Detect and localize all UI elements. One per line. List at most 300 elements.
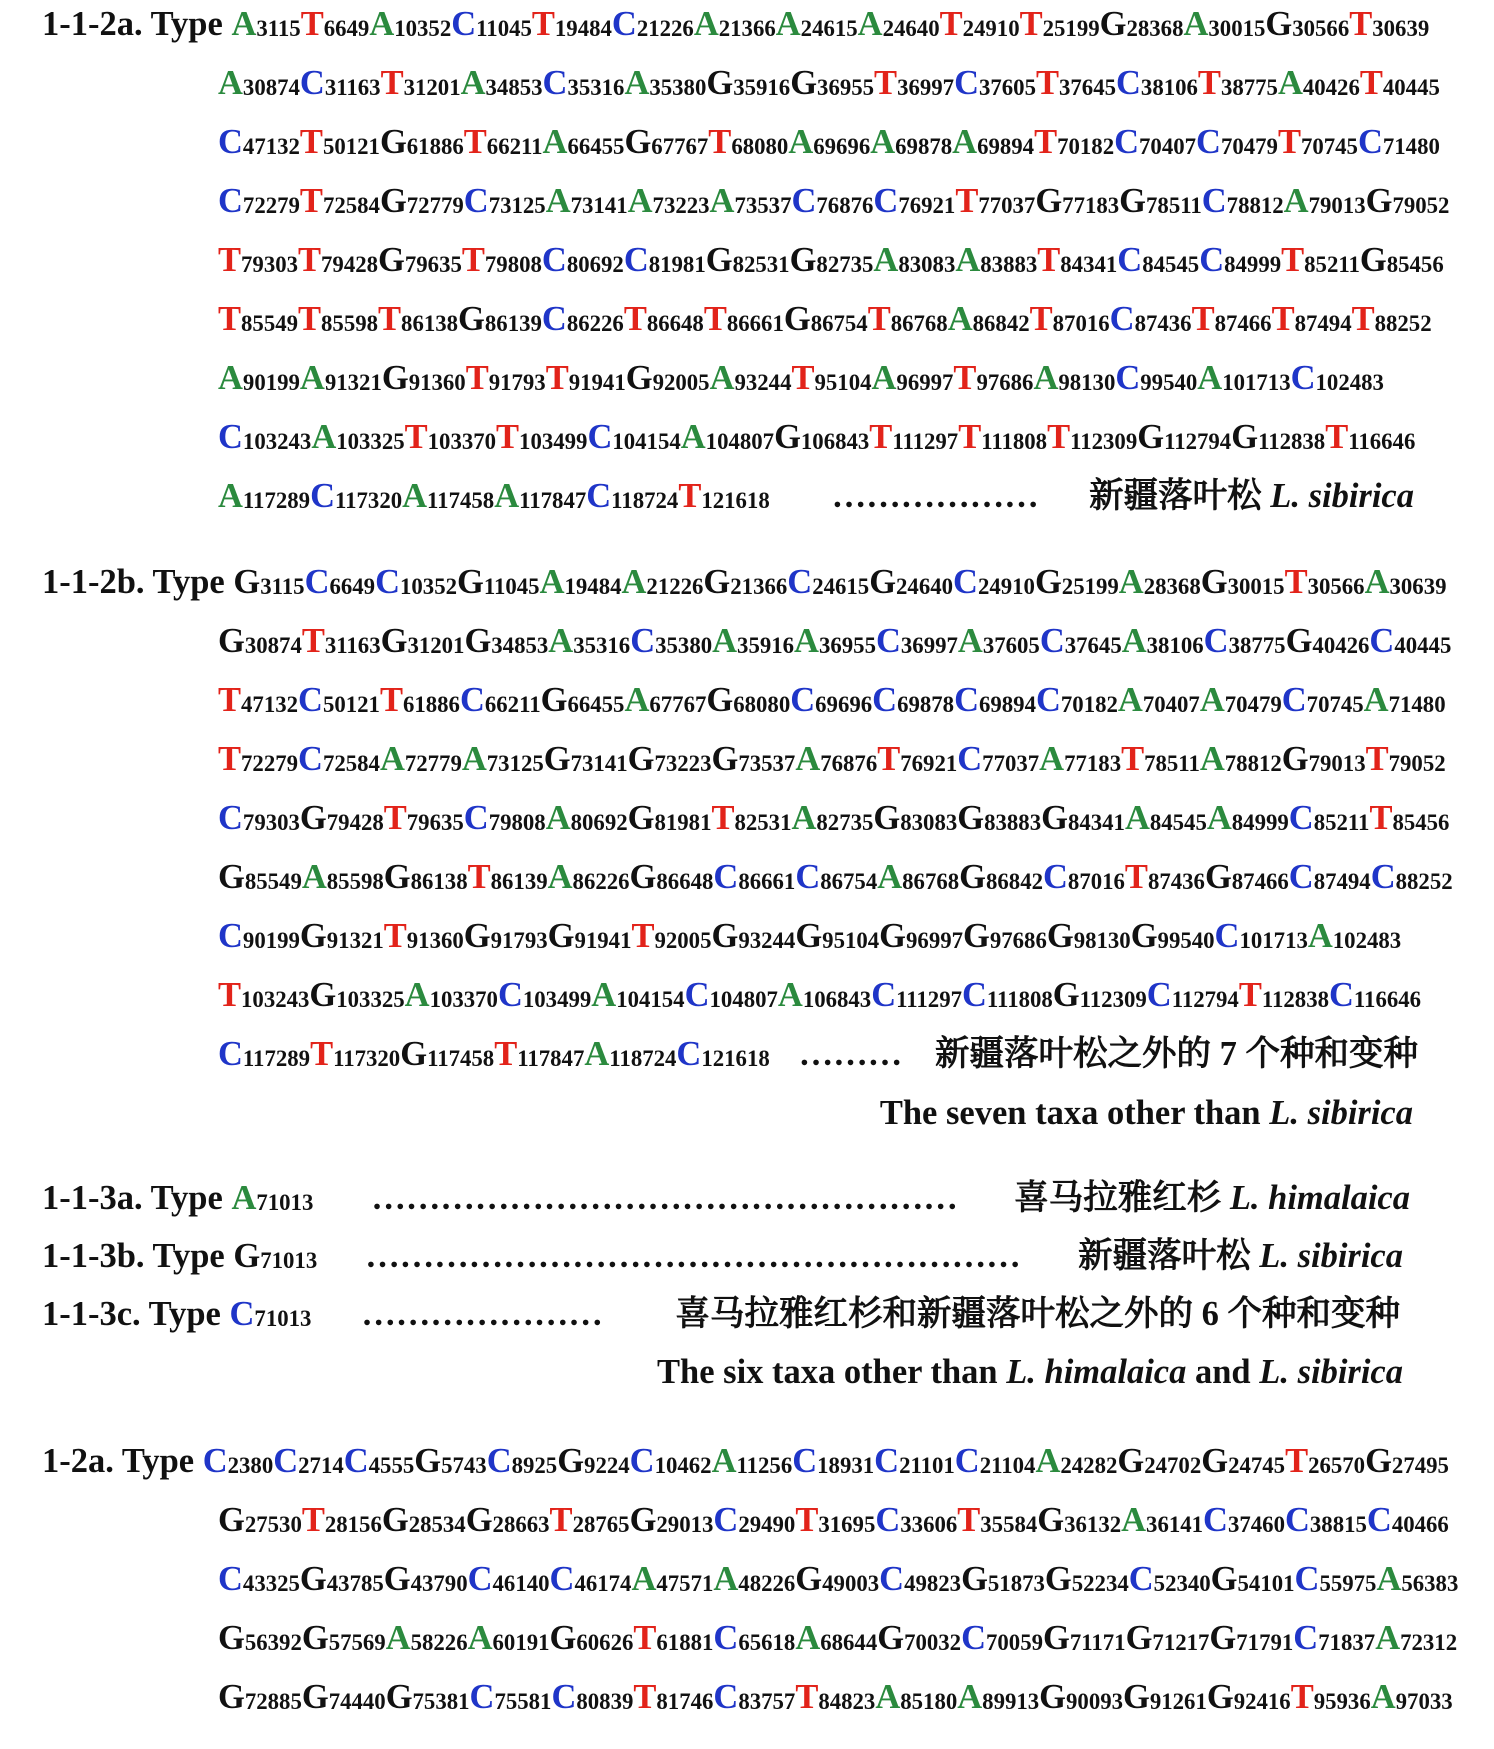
snp-C69894 bbox=[954, 681, 1036, 719]
snp-C87016 bbox=[1043, 858, 1125, 896]
snp-base: C bbox=[713, 1619, 739, 1657]
entry-line bbox=[0, 1227, 1494, 1285]
entry-1-1-2b bbox=[0, 553, 1494, 1143]
snp-C103499 bbox=[498, 976, 591, 1014]
snp-base: G bbox=[1099, 5, 1127, 43]
snp-base: C bbox=[218, 182, 243, 220]
snp-base: G bbox=[233, 563, 261, 601]
snp-position: 47571 bbox=[656, 1571, 714, 1596]
snp-A66455 bbox=[543, 123, 625, 161]
snp-position: 73141 bbox=[570, 193, 628, 218]
snp-G93244 bbox=[711, 917, 795, 955]
snp-position: 24745 bbox=[1228, 1453, 1286, 1478]
snp-base: C bbox=[463, 182, 489, 220]
snp-position: 71837 bbox=[1318, 1630, 1376, 1655]
snp-T86139 bbox=[468, 858, 548, 896]
snp-base: T bbox=[1121, 740, 1145, 778]
snp-position: 85549 bbox=[241, 311, 299, 336]
snp-base: C bbox=[1288, 858, 1314, 896]
snp-base: G bbox=[873, 799, 901, 837]
snp-list bbox=[218, 1619, 1457, 1657]
taxon-name bbox=[1014, 1169, 1410, 1227]
snp-base: C bbox=[713, 1678, 739, 1716]
snp-C33606 bbox=[875, 1501, 957, 1539]
snp-base: C bbox=[1329, 976, 1354, 1014]
snp-base: A bbox=[631, 1560, 657, 1598]
snp-position: 37645 bbox=[1059, 75, 1116, 100]
snp-position: 31163 bbox=[324, 75, 381, 100]
snp-base: T bbox=[1047, 418, 1071, 456]
snp-T30639 bbox=[1349, 5, 1429, 43]
snp-position: 77037 bbox=[978, 193, 1036, 218]
snp-base: G bbox=[624, 123, 652, 161]
snp-base: T bbox=[633, 1619, 657, 1657]
snp-base: C bbox=[1109, 300, 1135, 338]
snp-base: G bbox=[1130, 917, 1158, 955]
snp-position: 49823 bbox=[904, 1571, 962, 1596]
snp-base: T bbox=[1191, 300, 1215, 338]
snp-G28663 bbox=[466, 1501, 550, 1539]
snp-A90199 bbox=[218, 359, 300, 397]
snp-position: 33606 bbox=[900, 1512, 958, 1537]
dot-leader: ………………… bbox=[361, 1295, 603, 1333]
snp-C55975 bbox=[1295, 1560, 1377, 1598]
snp-G78511 bbox=[1119, 182, 1202, 220]
snp-position: 29490 bbox=[738, 1512, 796, 1537]
snp-base: C bbox=[1293, 1619, 1319, 1657]
snp-position: 66455 bbox=[567, 692, 625, 717]
snp-T87466 bbox=[1192, 300, 1272, 338]
snp-C76876 bbox=[791, 182, 873, 220]
taxon-latin-name: L. sibirica bbox=[1270, 477, 1414, 515]
snp-list bbox=[230, 1295, 312, 1333]
snp-base: C bbox=[1196, 123, 1221, 161]
snp-list bbox=[218, 182, 1449, 220]
snp-position: 35316 bbox=[573, 633, 631, 658]
snp-A79013 bbox=[1284, 182, 1366, 220]
snp-base: G bbox=[705, 241, 733, 279]
taxon-name bbox=[935, 1025, 1418, 1084]
snp-C29490 bbox=[713, 1501, 795, 1539]
snp-T37645 bbox=[1036, 64, 1116, 102]
snp-G43785 bbox=[300, 1560, 384, 1598]
snp-base: C bbox=[623, 241, 649, 279]
snp-base: A bbox=[1375, 1619, 1401, 1657]
snp-position: 54101 bbox=[1237, 1571, 1295, 1596]
snp-position: 24910 bbox=[962, 16, 1020, 41]
snp-position: 112794 bbox=[1164, 429, 1232, 454]
snp-A86842 bbox=[948, 300, 1030, 338]
snp-T79808 bbox=[462, 241, 542, 279]
snp-base: C bbox=[229, 1295, 255, 1333]
snp-base: G bbox=[1231, 418, 1259, 456]
entry-line bbox=[0, 553, 1494, 612]
snp-base: G bbox=[378, 241, 405, 279]
snp-A117847 bbox=[494, 477, 586, 515]
snp-position: 117289 bbox=[242, 1046, 311, 1071]
snp-position: 80839 bbox=[576, 1689, 634, 1714]
snp-base: T bbox=[1285, 1442, 1309, 1480]
snp-position: 82735 bbox=[816, 252, 874, 277]
snp-base: C bbox=[1199, 241, 1225, 279]
snp-base: C bbox=[676, 1035, 702, 1073]
snp-A84999 bbox=[1207, 799, 1289, 837]
snp-C11045 bbox=[451, 5, 532, 43]
snp-list bbox=[231, 1179, 313, 1217]
snp-list bbox=[218, 123, 1440, 161]
snp-position: 71013 bbox=[254, 1306, 312, 1331]
snp-base: G bbox=[543, 740, 571, 778]
snp-position: 79428 bbox=[326, 810, 384, 835]
snp-A3115 bbox=[231, 5, 300, 43]
snp-T79635 bbox=[384, 799, 464, 837]
snp-base: T bbox=[958, 418, 982, 456]
snp-T91360 bbox=[384, 917, 464, 955]
dot-leader: ……………… bbox=[831, 477, 1039, 515]
snp-position: 112309 bbox=[1079, 987, 1147, 1012]
snp-position: 76921 bbox=[900, 751, 958, 776]
snp-base: G bbox=[218, 622, 245, 660]
snp-T61881 bbox=[633, 1619, 713, 1657]
snp-G106843 bbox=[774, 418, 869, 456]
snp-position: 111808 bbox=[986, 987, 1053, 1012]
snp-base: C bbox=[310, 477, 335, 515]
entry-line bbox=[0, 349, 1494, 408]
snp-list bbox=[233, 1237, 317, 1275]
snp-base: C bbox=[469, 1678, 495, 1716]
snp-base: A bbox=[955, 241, 981, 279]
snp-A73125 bbox=[462, 740, 544, 778]
snp-base: T bbox=[877, 740, 901, 778]
snp-position: 36141 bbox=[1146, 1512, 1204, 1537]
snp-base: C bbox=[1366, 1501, 1392, 1539]
snp-A67767 bbox=[624, 681, 706, 719]
snp-position: 83083 bbox=[900, 810, 958, 835]
snp-base: T bbox=[1284, 563, 1308, 601]
snp-base: C bbox=[954, 681, 979, 719]
snp-position: 43790 bbox=[410, 1571, 468, 1596]
snp-G86648 bbox=[630, 858, 714, 896]
snp-base: C bbox=[343, 1442, 369, 1480]
snp-base: A bbox=[1117, 681, 1143, 719]
snp-A36955 bbox=[794, 622, 876, 660]
snp-position: 92416 bbox=[1233, 1689, 1291, 1714]
snp-position: 103325 bbox=[336, 987, 405, 1012]
snp-T85549 bbox=[218, 300, 298, 338]
snp-A11256 bbox=[712, 1442, 793, 1480]
snp-position: 68080 bbox=[733, 692, 791, 717]
entry-line bbox=[0, 789, 1494, 848]
snp-A98130 bbox=[1033, 359, 1115, 397]
snp-position: 19484 bbox=[554, 16, 612, 41]
snp-base: G bbox=[1052, 976, 1080, 1014]
snp-A35380 bbox=[624, 64, 706, 102]
snp-G36132 bbox=[1037, 1501, 1121, 1539]
snp-position: 72279 bbox=[242, 193, 300, 218]
snp-base: C bbox=[273, 1442, 299, 1480]
snp-A73223 bbox=[628, 182, 710, 220]
snp-base: A bbox=[1121, 1501, 1147, 1539]
snp-T103243 bbox=[218, 976, 309, 1014]
snp-position: 71013 bbox=[260, 1248, 318, 1273]
snp-position: 37645 bbox=[1064, 633, 1122, 658]
taxon-name bbox=[1078, 1227, 1403, 1285]
snp-position: 85456 bbox=[1392, 810, 1450, 835]
snp-T24910 bbox=[940, 5, 1020, 43]
snp-G29013 bbox=[630, 1501, 714, 1539]
snp-position: 75581 bbox=[494, 1689, 552, 1714]
snp-T84823 bbox=[795, 1678, 875, 1716]
snp-position: 85598 bbox=[321, 311, 379, 336]
snp-position: 18931 bbox=[817, 1453, 875, 1478]
snp-C104807 bbox=[685, 976, 778, 1014]
snp-position: 11256 bbox=[736, 1453, 793, 1478]
snp-list bbox=[218, 858, 1453, 896]
snp-T31201 bbox=[381, 64, 461, 102]
snp-base: C bbox=[218, 418, 243, 456]
snp-A47571 bbox=[631, 1560, 713, 1598]
snp-base: C bbox=[629, 1442, 655, 1480]
snp-position: 96997 bbox=[906, 928, 964, 953]
snp-G95104 bbox=[795, 917, 879, 955]
snp-position: 104154 bbox=[616, 987, 685, 1012]
snp-C37645 bbox=[1040, 622, 1122, 660]
snp-base: T bbox=[218, 976, 242, 1014]
snp-position: 6649 bbox=[323, 16, 370, 41]
snp-position: 95104 bbox=[822, 928, 880, 953]
snp-base: G bbox=[301, 1678, 329, 1716]
snp-base: A bbox=[301, 858, 327, 896]
snp-base: G bbox=[1365, 182, 1393, 220]
snp-base: A bbox=[1124, 799, 1150, 837]
snp-position: 106843 bbox=[802, 987, 872, 1012]
snp-base: A bbox=[548, 622, 574, 660]
english-taxon-note bbox=[880, 1084, 1413, 1143]
taxon-chinese-name: 喜马拉雅红杉 bbox=[1014, 1179, 1222, 1217]
snp-G77183 bbox=[1035, 182, 1119, 220]
snp-position: 11045 bbox=[476, 16, 532, 41]
snp-position: 66455 bbox=[567, 134, 625, 159]
snp-C88252 bbox=[1371, 858, 1453, 896]
snp-position: 60191 bbox=[492, 1630, 550, 1655]
snp-base: G bbox=[1044, 1560, 1072, 1598]
snp-position: 51873 bbox=[987, 1571, 1045, 1596]
snp-A103325 bbox=[311, 418, 404, 456]
snp-position: 99540 bbox=[1157, 928, 1215, 953]
snp-position: 112838 bbox=[1261, 987, 1329, 1012]
snp-G112794 bbox=[1137, 418, 1231, 456]
snp-base: C bbox=[459, 681, 485, 719]
snp-A106843 bbox=[778, 976, 871, 1014]
snp-A117289 bbox=[218, 477, 310, 515]
snp-position: 34853 bbox=[491, 633, 549, 658]
snp-base: A bbox=[379, 740, 405, 778]
snp-base: T bbox=[463, 123, 487, 161]
snp-position: 87466 bbox=[1231, 869, 1289, 894]
entry-line bbox=[0, 848, 1494, 907]
snp-position: 90199 bbox=[242, 370, 300, 395]
snp-position: 82735 bbox=[816, 810, 874, 835]
snp-T38775 bbox=[1198, 64, 1278, 102]
english-taxon-note bbox=[657, 1343, 1403, 1401]
snp-base: G bbox=[309, 976, 337, 1014]
snp-A38106 bbox=[1122, 622, 1204, 660]
snp-position: 21226 bbox=[646, 574, 704, 599]
snp-position: 72312 bbox=[1400, 1630, 1458, 1655]
snp-T112309 bbox=[1047, 418, 1137, 456]
snp-base: A bbox=[1283, 182, 1309, 220]
snp-base: G bbox=[463, 917, 491, 955]
snp-T111297 bbox=[869, 418, 958, 456]
snp-C10462 bbox=[630, 1442, 712, 1480]
snp-base: G bbox=[1117, 1442, 1145, 1480]
snp-G21366 bbox=[703, 563, 787, 601]
snp-position: 90199 bbox=[242, 928, 300, 953]
snp-position: 79428 bbox=[321, 252, 379, 277]
snp-position: 102483 bbox=[1315, 370, 1384, 395]
snp-base: T bbox=[379, 681, 403, 719]
snp-position: 91793 bbox=[490, 928, 548, 953]
snp-base: C bbox=[1201, 182, 1227, 220]
snp-base: A bbox=[777, 976, 803, 1014]
snp-base: G bbox=[1037, 1501, 1065, 1539]
snp-base: C bbox=[791, 182, 817, 220]
snp-C31163 bbox=[300, 64, 381, 102]
snp-base: T bbox=[301, 1501, 325, 1539]
snp-position: 75381 bbox=[412, 1689, 470, 1714]
snp-base: T bbox=[461, 241, 485, 279]
snp-position: 86754 bbox=[810, 311, 868, 336]
snp-base: T bbox=[708, 123, 732, 161]
snp-position: 85180 bbox=[900, 1689, 958, 1714]
snp-position: 89913 bbox=[982, 1689, 1040, 1714]
snp-C2714 bbox=[273, 1442, 344, 1480]
snp-base: A bbox=[385, 1619, 411, 1657]
snp-G40426 bbox=[1286, 622, 1370, 660]
snp-base: G bbox=[959, 858, 986, 896]
snp-position: 21104 bbox=[979, 1453, 1036, 1478]
snp-C24615 bbox=[787, 563, 869, 601]
snp-position: 27495 bbox=[1391, 1453, 1449, 1478]
snp-G24640 bbox=[869, 563, 953, 601]
snp-position: 102483 bbox=[1332, 928, 1402, 953]
snp-G85456 bbox=[1360, 241, 1444, 279]
snp-position: 86768 bbox=[890, 311, 948, 336]
snp-base: G bbox=[1204, 858, 1232, 896]
snp-position: 86842 bbox=[972, 311, 1030, 336]
snp-C71013 bbox=[230, 1295, 312, 1333]
snp-G71791 bbox=[1209, 1619, 1293, 1657]
snp-base: T bbox=[298, 241, 322, 279]
snp-position: 87466 bbox=[1214, 311, 1272, 336]
snp-G79052 bbox=[1366, 182, 1450, 220]
snp-position: 47132 bbox=[241, 692, 299, 717]
snp-position: 86226 bbox=[572, 869, 630, 894]
snp-position: 36955 bbox=[817, 75, 875, 100]
snp-A104154 bbox=[591, 976, 684, 1014]
taxon-chinese-name: 喜马拉雅红杉和新疆落叶松之外的 6 个种和变种 bbox=[675, 1295, 1400, 1333]
snp-position: 84545 bbox=[1142, 252, 1200, 277]
snp-base: G bbox=[557, 1442, 585, 1480]
snp-G24702 bbox=[1117, 1442, 1201, 1480]
snp-base: G bbox=[961, 1560, 988, 1598]
snp-base: G bbox=[233, 1237, 261, 1275]
snp-base: A bbox=[795, 740, 821, 778]
snp-position: 91793 bbox=[488, 370, 546, 395]
snp-base: G bbox=[540, 681, 568, 719]
snp-position: 70479 bbox=[1224, 692, 1282, 717]
snp-position: 118724 bbox=[611, 488, 679, 513]
snp-A48226 bbox=[713, 1560, 795, 1598]
snp-A80692 bbox=[546, 799, 628, 837]
snp-base: G bbox=[549, 1619, 577, 1657]
entry-line bbox=[0, 172, 1494, 231]
dot-leader: …………………………………………… bbox=[371, 1179, 958, 1217]
snp-position: 24640 bbox=[882, 16, 940, 41]
snp-position: 73537 bbox=[734, 193, 792, 218]
snp-position: 111808 bbox=[981, 429, 1048, 454]
entry-line bbox=[0, 1668, 1494, 1727]
snp-C72584 bbox=[298, 740, 380, 778]
snp-list bbox=[218, 740, 1446, 778]
snp-C18931 bbox=[792, 1442, 874, 1480]
snp-position: 66211 bbox=[486, 134, 543, 159]
snp-position: 11045 bbox=[483, 574, 540, 599]
snp-T95104 bbox=[791, 359, 871, 397]
snp-C21101 bbox=[874, 1442, 955, 1480]
snp-position: 25199 bbox=[1042, 16, 1100, 41]
snp-position: 79635 bbox=[406, 810, 464, 835]
snp-base: A bbox=[584, 1035, 610, 1073]
snp-base: C bbox=[879, 1560, 905, 1598]
snp-position: 24702 bbox=[1144, 1453, 1202, 1478]
snp-base: C bbox=[795, 858, 821, 896]
snp-position: 35380 bbox=[655, 633, 713, 658]
snp-C46140 bbox=[468, 1560, 550, 1598]
snp-base: C bbox=[954, 1442, 980, 1480]
snp-T72584 bbox=[300, 182, 380, 220]
entry-1-2a bbox=[0, 1432, 1494, 1727]
snp-base: T bbox=[867, 300, 891, 338]
dot-leader: ……… bbox=[798, 1035, 903, 1073]
snp-base: C bbox=[871, 976, 897, 1014]
entry-label: 1-1-3c. Type bbox=[42, 1295, 221, 1333]
snp-position: 38106 bbox=[1140, 75, 1198, 100]
entry-line bbox=[0, 0, 1494, 54]
snp-position: 111297 bbox=[896, 987, 962, 1012]
snp-position: 86138 bbox=[401, 311, 459, 336]
snp-C121618 bbox=[676, 1035, 769, 1073]
snp-base: T bbox=[1281, 241, 1305, 279]
snp-base: C bbox=[463, 799, 489, 837]
snp-position: 68080 bbox=[731, 134, 789, 159]
snp-base: A bbox=[1206, 799, 1232, 837]
snp-base: C bbox=[872, 681, 898, 719]
snp-G79428 bbox=[300, 799, 384, 837]
snp-position: 87494 bbox=[1313, 869, 1371, 894]
snp-T87436 bbox=[1125, 858, 1205, 896]
snp-A34853 bbox=[461, 64, 543, 102]
snp-G70032 bbox=[877, 1619, 961, 1657]
snp-position: 21226 bbox=[636, 16, 694, 41]
english-note bbox=[0, 1343, 1494, 1401]
snp-C78812 bbox=[1202, 182, 1284, 220]
english-note bbox=[0, 1084, 1494, 1143]
snp-base: G bbox=[299, 917, 327, 955]
snp-list bbox=[218, 799, 1449, 837]
snp-position: 38106 bbox=[1146, 633, 1204, 658]
snp-position: 86139 bbox=[490, 869, 548, 894]
